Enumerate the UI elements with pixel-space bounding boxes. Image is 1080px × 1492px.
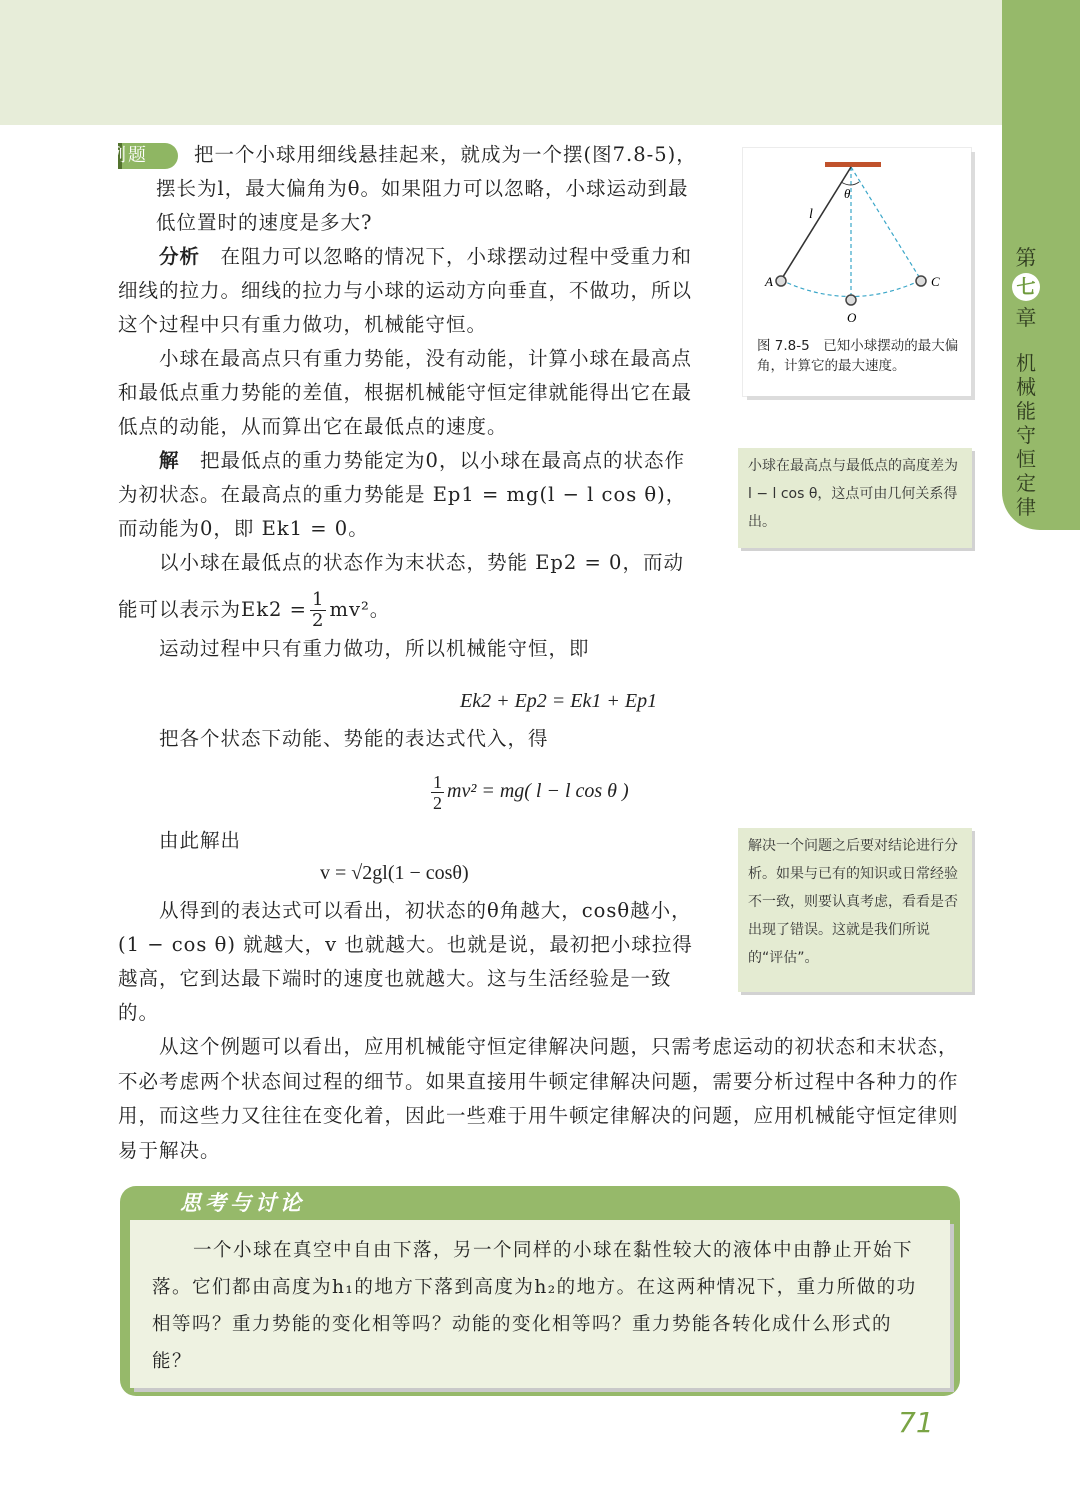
solution-block-2 bbox=[118, 722, 698, 756]
solution-text-2: 以小球在最低点的状态作为末状态，势能 Ep2 = 0，而动 bbox=[159, 551, 684, 574]
summary-text: 从这个例题可以看出，应用机械能守恒定律解决问题，只需考虑运动的初状态和末状态，不必考虑两个状态间过程的细节。如果直接用牛顿定律解决问题，需要分析过程中各种力的作用，而这些力又往往在变化着，因此一些难于用牛顿定律解决的问题，应用机械能守恒定律则易于解决。 bbox=[118, 1035, 959, 1162]
analysis-label: 分析 bbox=[159, 245, 201, 268]
example-question bbox=[108, 138, 698, 240]
figure-caption: 图 7.8-5 已知小球摆动的最大偏角，计算它的最大速度。 bbox=[757, 338, 959, 374]
chapter-number: 七 bbox=[1012, 273, 1040, 301]
solution-text-6: 由此解出 bbox=[159, 829, 242, 852]
equation-substituted-rhs: mv² = mg( l − l cos θ ) bbox=[447, 780, 629, 803]
solution-label: 解 bbox=[159, 449, 180, 472]
analysis-text-1: 在阻力可以忽略的情况下，小球摆动过程中受重力和细线的拉力。细线的拉力与小球的运动方向垂直，不做功，所以这个过程中只有重力做功，机械能守恒。 bbox=[118, 245, 693, 336]
equation-substituted bbox=[428, 772, 629, 813]
analysis-text-2: 小球在最高点只有重力势能，没有动能，计算小球在最高点和最低点重力势能的差值，根据机械能守恒定律就能得出它在最低点的动能，从而算出它在最低点的速度。 bbox=[118, 347, 693, 438]
solution-paragraph-3 bbox=[118, 588, 698, 632]
label-c: C bbox=[931, 274, 940, 289]
solution-text-5: 把各个状态下动能、势能的表达式代入，得 bbox=[159, 727, 549, 750]
discussion-question: 一个小球在真空中自由下落，另一个同样的小球在黏性较大的液体中由静止开始下落。它们都由高度为h₁的地方下落到高度为h₂的地方。在这两种情况下，重力所做的功相等吗？重力势能的变化相等吗？动能的变化相等吗？重力势能各转化成什么形式的能？ bbox=[152, 1240, 917, 1372]
solution-text-7: 从得到的表达式可以看出，初状态的θ角越大，cosθ越小，(1 − cos θ) 就越大，v 也就越大。也就是说，最初把小球拉得越高，它到达最下端时的速度也就越大。这与生活经验是一致的。 bbox=[118, 899, 693, 1024]
ball-position-a bbox=[776, 276, 786, 286]
page-number: 71 bbox=[898, 1406, 934, 1439]
solution-block-3 bbox=[118, 824, 698, 858]
pendulum-figure bbox=[743, 148, 971, 396]
solution-text-1: 把最低点的重力势能定为0，以小球在最高点的状态作为初状态。在最高点的重力势能是 Ep1 = mg(l − l cos θ)，而动能为0，即 Ek1 = 0。 bbox=[118, 449, 687, 540]
label-a: A bbox=[765, 274, 773, 289]
label-o: O bbox=[847, 310, 857, 325]
string-position-c bbox=[851, 167, 921, 280]
summary-block bbox=[118, 1030, 974, 1168]
pendulum-diagram bbox=[743, 148, 971, 328]
example-block bbox=[108, 138, 698, 666]
discussion-title: 思考与讨论 bbox=[180, 1191, 305, 1215]
analysis-paragraph bbox=[118, 240, 698, 342]
solution-text-3-tail: mv²。 bbox=[329, 598, 391, 621]
chapter-prefix: 第 bbox=[1015, 246, 1037, 270]
string-position-a bbox=[781, 167, 851, 280]
half-fraction: $\frac{1}{2}$ bbox=[312, 589, 325, 631]
half-fraction-2: $\frac{1}{2}$ bbox=[433, 772, 442, 813]
top-band bbox=[0, 0, 1002, 125]
chapter-title: 机械能守恒定律 bbox=[1016, 351, 1036, 519]
pendulum-support bbox=[825, 162, 881, 167]
solution-text-4: 运动过程中只有重力做功，所以机械能守恒，即 bbox=[159, 637, 590, 660]
margin-note-height: 小球在最高点与最低点的高度差为 l − l cos θ，这点可由几何关系得出。 bbox=[738, 448, 972, 548]
chapter-suffix: 章 bbox=[1015, 306, 1037, 330]
equation-energy-conservation: Ek2 + Ep2 = Ek1 + Ep1 bbox=[460, 690, 658, 712]
solution-paragraph-1 bbox=[118, 444, 698, 546]
label-theta: θ bbox=[844, 186, 851, 201]
ball-position-c bbox=[916, 276, 926, 286]
margin-note-evaluation: 解决一个问题之后要对结论进行分析。如果与已有的知识或日常经验不一致，则要认真考虑，看看是否出现了错误。这就是我们所说的“评估”。 bbox=[738, 828, 972, 992]
angle-arc bbox=[841, 182, 859, 185]
label-length: l bbox=[809, 207, 813, 222]
solution-block-4 bbox=[118, 894, 698, 1030]
chapter-label bbox=[1012, 245, 1040, 519]
example-tag: 例题 bbox=[118, 143, 178, 169]
example-question-text: 把一个小球用细线悬挂起来，就成为一个摆(图7.8-5)，摆长为l，最大偏角为θ。如果阻力可以忽略，小球运动到最低位置时的速度是多大? bbox=[156, 143, 697, 234]
solution-text-3-prefix: 能可以表示为Ek2 = bbox=[118, 598, 307, 621]
ball-position-o bbox=[846, 295, 856, 305]
discussion-text bbox=[152, 1232, 922, 1380]
equation-velocity: v = √2gl(1 − cosθ) bbox=[320, 862, 469, 884]
